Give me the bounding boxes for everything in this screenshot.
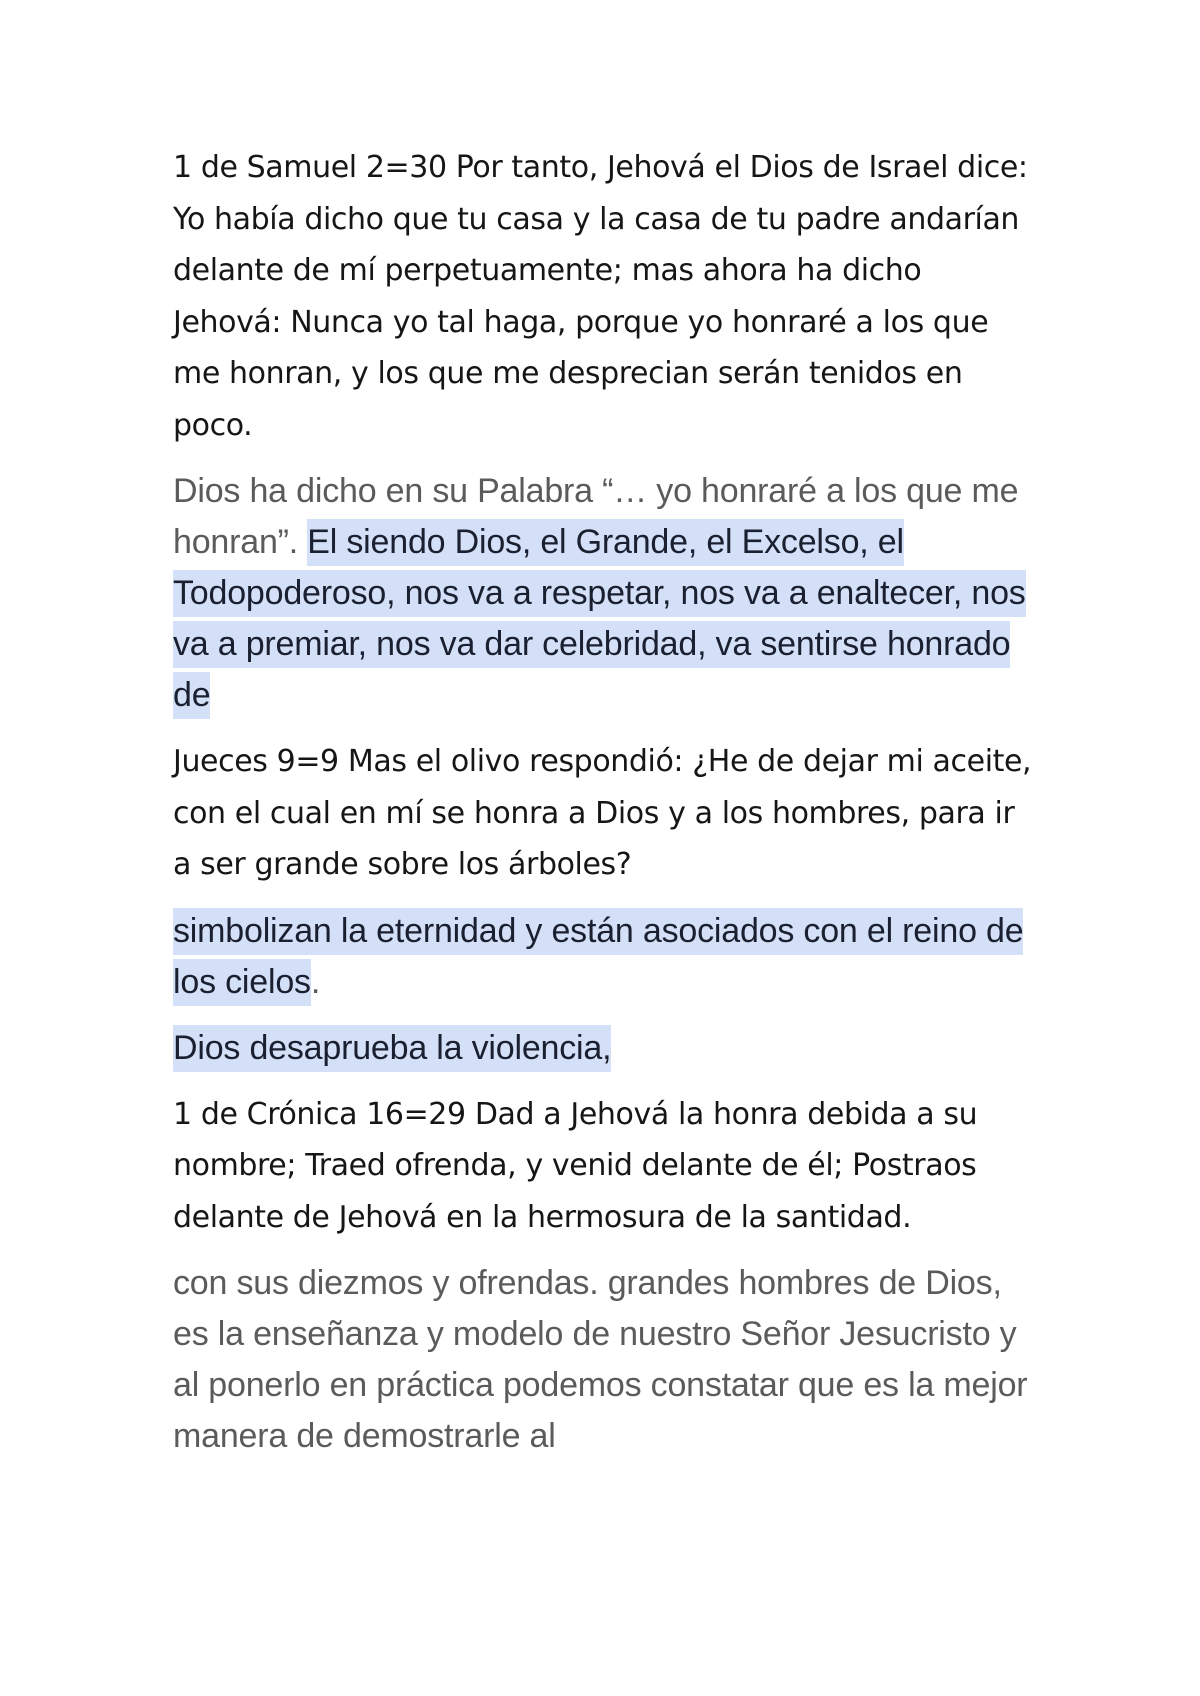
commentary-plain-text: Dios ha dicho en su Palabra “… yo honraré a los que me honran”. bbox=[173, 472, 1019, 561]
commentary-honor-paragraph bbox=[173, 466, 1033, 721]
verse-text: 1 de Samuel 2=30 Por tanto, Jehová el Dios de Israel dice: Yo había dicho que tu casa y la casa de tu padre andarían delante de mí perpetuamente; mas ahora ha dicho Jehová: Nunca yo tal haga, porque yo honraré a los que me honran, y los que me desprecian serán tenidos en poco. bbox=[173, 150, 1028, 443]
verse-text: 1 de Crónica 16=29 Dad a Jehová la honra debida a su nombre; Traed ofrenda, y venid delante de él; Postraos delante de Jehová en la hermosura de la santidad. bbox=[173, 1096, 978, 1235]
verse-1-samuel-2-30 bbox=[173, 142, 1033, 451]
verse-text: Jueces 9=9 Mas el olivo respondió: ¿He de dejar mi aceite, con el cual en mí se honra a Dios y a los hombres, para ir a ser grande sobre los árboles? bbox=[173, 744, 1032, 882]
highlighted-text: simbolizan la eternidad y están asociados con el reino de los cielos bbox=[173, 908, 1023, 1006]
verse-jueces-9-9 bbox=[173, 736, 1033, 891]
trailing-punctuation: . bbox=[310, 962, 321, 1001]
highlighted-text: El siendo Dios, el Grande, el Excelso, el Todopoderoso, nos va a respetar, nos va a enaltecer, nos va a premiar, nos va dar celebridad, va sentirse honrado de bbox=[173, 519, 1026, 719]
commentary-tithes-paragraph bbox=[173, 1258, 1033, 1462]
commentary-eternity-paragraph bbox=[173, 906, 1033, 1008]
commentary-violence-paragraph bbox=[173, 1023, 1033, 1074]
commentary-text: con sus diezmos y ofrendas. grandes hombres de Dios, es la enseñanza y modelo de nuestro Señor Jesucristo y al ponerlo en práctica podemos constatar que es la mejor manera de demostrarle al bbox=[173, 1264, 1028, 1455]
highlighted-text: Dios desaprueba la violencia, bbox=[173, 1025, 611, 1072]
document-body bbox=[173, 142, 1033, 1477]
verse-1-cronica-16-29 bbox=[173, 1089, 1033, 1244]
